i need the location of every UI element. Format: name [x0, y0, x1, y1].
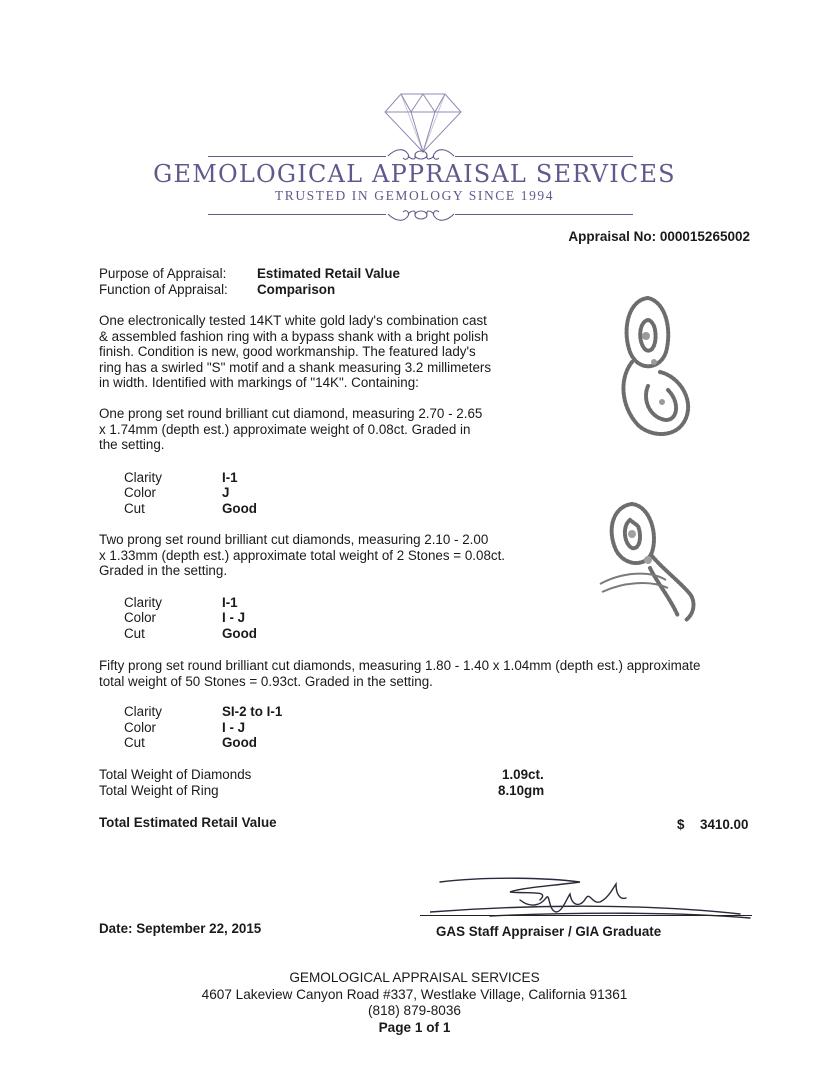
stone-1-clarity-value: I-1: [222, 470, 238, 485]
ring-photo-top: [608, 290, 696, 445]
stone-line: the setting.: [99, 437, 165, 453]
stone-3-color-value: I - J: [222, 720, 246, 735]
stone-line: Two prong set round brilliant cut diamonds, measuring 2.10 - 2.00: [99, 532, 489, 547]
stone-line: Fifty prong set round brilliant cut diamonds, measuring 1.80 - 1.40 x 1.04mm (depth est.) approximate: [99, 658, 701, 673]
appraiser-signature: [430, 872, 755, 924]
stone-2-cut-value: Good: [222, 626, 257, 641]
appraiser-title: GAS Staff Appraiser / GIA Graduate: [436, 924, 662, 939]
stone-2-color-value: I - J: [222, 610, 246, 625]
stone-1-cut-value: Good: [222, 501, 257, 516]
stone-3-cut-value: Good: [222, 735, 257, 750]
description-line: in width. Identified with markings of "14K". Containing:: [99, 375, 419, 391]
stone-line: Graded in the setting.: [99, 563, 228, 579]
bottom-flourish-icon: [386, 204, 456, 224]
stone-2-description: [99, 532, 569, 579]
description-line: One electronically tested 14KT white gold lady's combination cast: [99, 313, 487, 328]
ring-photo-side: [592, 498, 700, 628]
footer-address: 4607 Lakeview Canyon Road #337, Westlake Village, California 91361: [201, 987, 628, 1002]
total-retail-value: 3410.00: [700, 817, 749, 832]
stone-1-cut-label: Cut: [124, 501, 145, 516]
diamond-logo-icon: [383, 92, 463, 154]
footer-phone: (818) 879-8036: [368, 1003, 461, 1018]
total-ring-value: 8.10gm: [498, 783, 545, 798]
stone-1-description: [99, 406, 559, 453]
function-value: Comparison: [257, 282, 336, 297]
stone-2-color-label: Color: [124, 610, 156, 625]
item-description: [99, 313, 539, 391]
description-line: & assembled fashion ring with a bypass shank with a bright polish: [99, 328, 489, 344]
stone-1-clarity-label: Clarity: [124, 470, 162, 485]
purpose-value: Estimated Retail Value: [257, 266, 400, 281]
stone-3-clarity-label: Clarity: [124, 704, 162, 719]
appraisal-date: Date: September 22, 2015: [99, 921, 262, 936]
signature-line: [420, 915, 752, 916]
stone-3-color-label: Color: [124, 720, 156, 735]
total-retail-label: Total Estimated Retail Value: [99, 815, 277, 830]
stone-3-description: [99, 658, 739, 689]
currency-symbol: $: [677, 817, 685, 832]
header-rule-bottom-right: [455, 214, 633, 215]
description-line: finish. Condition is new, good workmanship. The featured lady's: [99, 344, 476, 360]
total-ring-label: Total Weight of Ring: [99, 783, 219, 798]
stone-2-clarity-label: Clarity: [124, 595, 162, 610]
footer-company: GEMOLOGICAL APPRAISAL SERVICES: [289, 970, 540, 985]
stone-3-cut-label: Cut: [124, 735, 145, 750]
page-number: Page 1 of 1: [378, 1020, 451, 1035]
header-rule-top-left: [208, 156, 386, 157]
header-rule-bottom-left: [208, 214, 386, 215]
company-tagline: TRUSTED IN GEMOLOGY SINCE 1994: [274, 188, 555, 203]
function-label: Function of Appraisal:: [99, 282, 228, 297]
description-line: ring has a swirled "S" motif and a shank measuring 3.2 millimeters: [99, 359, 492, 375]
appraisal-number: Appraisal No: 000015265002: [568, 229, 750, 244]
total-diamonds-label: Total Weight of Diamonds: [99, 767, 252, 782]
stone-line: total weight of 50 Stones = 0.93ct. Graded in the setting.: [99, 673, 433, 689]
stone-3-clarity-value: SI-2 to I-1: [222, 704, 283, 719]
stone-line: x 1.74mm (depth est.) approximate weight of 0.08ct. Graded in: [99, 421, 471, 437]
header-rule-top-right: [455, 156, 633, 157]
total-diamonds-value: 1.09ct.: [502, 767, 544, 782]
company-name: GEMOLOGICAL APPRAISAL SERVICES: [153, 160, 676, 188]
stone-line: One prong set round brilliant cut diamond, measuring 2.70 - 2.65: [99, 406, 483, 421]
stone-1-color-value: J: [222, 485, 230, 500]
stone-line: x 1.33mm (depth est.) approximate total weight of 2 Stones = 0.08ct.: [99, 547, 506, 563]
stone-2-cut-label: Cut: [124, 626, 145, 641]
stone-2-clarity-value: I-1: [222, 595, 238, 610]
purpose-label: Purpose of Appraisal:: [99, 266, 227, 281]
stone-1-color-label: Color: [124, 485, 156, 500]
